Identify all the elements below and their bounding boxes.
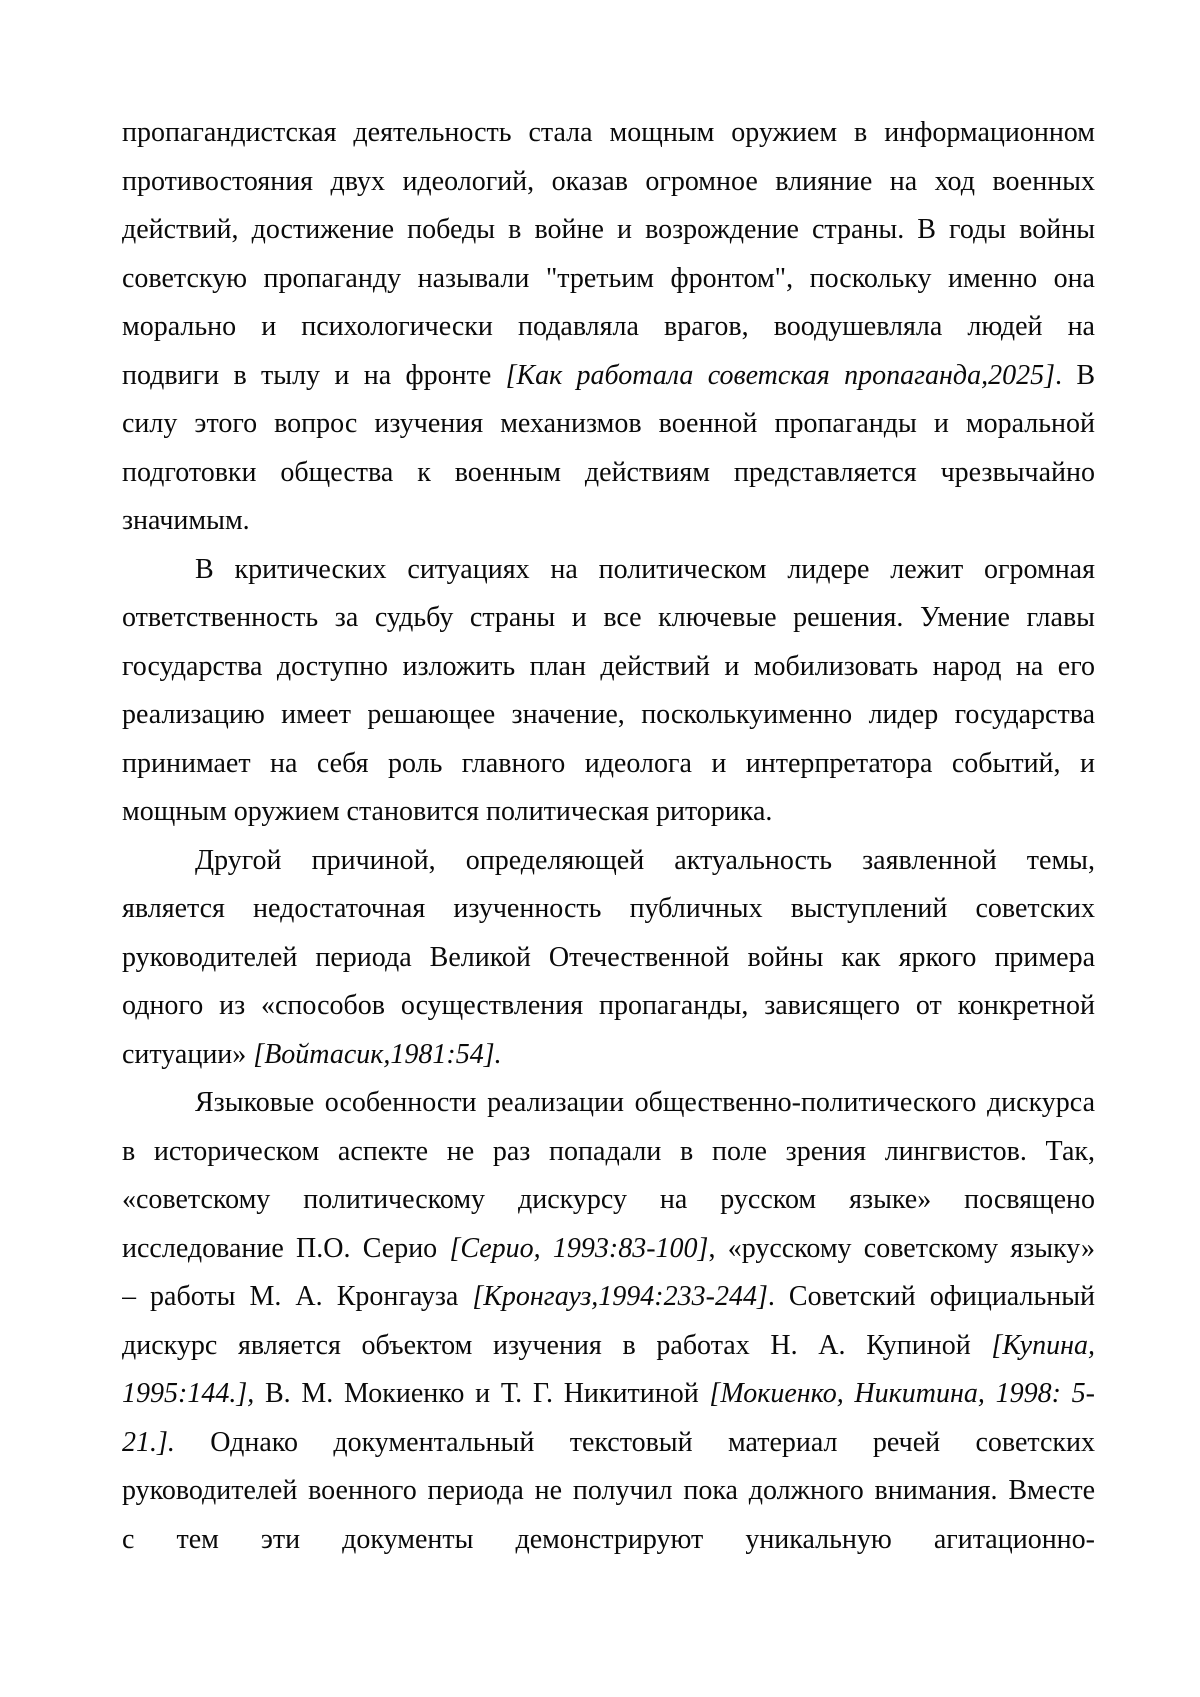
text-line [122, 1176, 1095, 1225]
text-line [122, 449, 1095, 498]
citation-run: [Купина, [991, 1329, 1095, 1361]
text-run: морально и психологически подавляла врагов, воодушевляла людей на [122, 311, 1095, 342]
text-run: руководителей военного периода не получил пока должного внимания. Вместе [122, 1475, 1095, 1506]
text-line [122, 1031, 1095, 1080]
text-run: – работы М. А. Кронгауза [122, 1281, 473, 1312]
text-run: в историческом аспекте не раз попадали в поле зрения лингвистов. Так, [122, 1135, 1095, 1167]
citation-run: 21.]. [122, 1426, 175, 1458]
text-line [122, 982, 1095, 1031]
citation-run: [Серио, 1993:83-100] [449, 1232, 709, 1264]
text-run: «советскому политическому дискурсу на русском языке» посвящено [122, 1184, 1095, 1215]
text-line [122, 1467, 1095, 1516]
text-line [122, 206, 1095, 255]
text-line [122, 158, 1095, 207]
text-run: В критических ситуациях на политическом лидере лежит огромная [195, 553, 1095, 585]
text-run: Языковые особенности реализации общественно-политического дискурса [195, 1087, 1095, 1118]
text-run: противостояния двух идеологий, оказав огромное влияние на ход военных [122, 165, 1095, 197]
text-line [122, 1370, 1095, 1419]
text-run: силу этого вопрос изучения механизмов военной пропаганды и моральной [122, 408, 1095, 439]
text-run: исследование П.О. Серио [122, 1232, 450, 1264]
paragraph [122, 546, 1095, 837]
text-run: мощным оружием становится политическая риторика. [122, 796, 773, 827]
text-line [122, 1225, 1095, 1274]
text-run: одного из «способов осуществления пропаганды, зависящего от конкретной [122, 990, 1095, 1021]
text-run: с тем эти документы демонстрируют уникальную агитационно- [122, 1523, 1095, 1555]
text-line [122, 1322, 1095, 1371]
paragraph [122, 109, 1095, 546]
text-line [122, 1079, 1095, 1128]
paragraph [122, 1079, 1095, 1564]
citation-run: [Как работала советская пропаганда,2025] [505, 359, 1055, 391]
text-run: подвиги в тылу и на фронте [122, 359, 506, 391]
text-run: реализацию имеет решающее значение, посколькуименно лидер государства [122, 699, 1095, 730]
text-line [122, 352, 1095, 401]
text-run: Однако документальный текстовый материал речей советских [174, 1426, 1095, 1458]
text-run: дискурс является объектом изучения в работах Н. А. Купиной [122, 1329, 992, 1361]
text-run: является недостаточная изученность публичных выступлений советских [122, 893, 1095, 924]
text-run: . Советский официальный [767, 1281, 1095, 1312]
text-run: принимает на себя роль главного идеолога и интерпретатора событий, и [122, 747, 1095, 779]
text-run: пропагандистская деятельность стала мощным оружием в информационном [122, 117, 1095, 148]
text-run: значимым. [122, 505, 250, 536]
text-line [122, 546, 1095, 595]
text-run: подготовки общества к военным действиям представляется чрезвычайно [122, 456, 1095, 488]
text-run: руководителей периода Великой Отечественной войны как яркого примера [122, 941, 1095, 973]
text-line [122, 837, 1095, 886]
text-run: действий, достижение победы в войне и возрождение страны. В годы войны [122, 214, 1095, 245]
citation-run: [Кронгауз,1994:233-244] [472, 1281, 768, 1312]
text-line [122, 1273, 1095, 1322]
text-run: В. М. Мокиенко и Т. Г. Никитиной [254, 1378, 710, 1409]
text-line [122, 255, 1095, 304]
citation-run: [Войтасик,1981:54]. [253, 1038, 502, 1070]
text-run: ответственность за судьбу страны и все ключевые решения. Умение главы [122, 602, 1095, 633]
text-line [122, 400, 1095, 449]
text-line [122, 740, 1095, 789]
text-run: государства доступно изложить план действий и мобилизовать народ на его [122, 650, 1095, 682]
text-line [122, 594, 1095, 643]
text-run: ситуации» [122, 1038, 254, 1070]
text-line [122, 934, 1095, 983]
text-line [122, 1128, 1095, 1177]
citation-run: [Мокиенко, Никитина, 1998: 5- [709, 1378, 1095, 1409]
text-run: Другой причиной, определяющей актуальность заявленной темы, [195, 844, 1095, 876]
document-body [122, 109, 1095, 1564]
text-line [122, 788, 1095, 837]
text-run: советскую пропаганду называли "третьим фронтом", поскольку именно она [122, 262, 1095, 294]
text-run: , «русскому советскому языку» [708, 1232, 1095, 1264]
text-line [122, 691, 1095, 740]
text-line [122, 643, 1095, 692]
text-line [122, 109, 1095, 158]
text-line [122, 303, 1095, 352]
text-run: . В [1054, 359, 1095, 391]
text-line [122, 885, 1095, 934]
paragraph [122, 837, 1095, 1080]
citation-run: 1995:144.], [122, 1378, 255, 1409]
text-line [122, 497, 1095, 546]
text-line [122, 1516, 1095, 1565]
text-line [122, 1419, 1095, 1468]
